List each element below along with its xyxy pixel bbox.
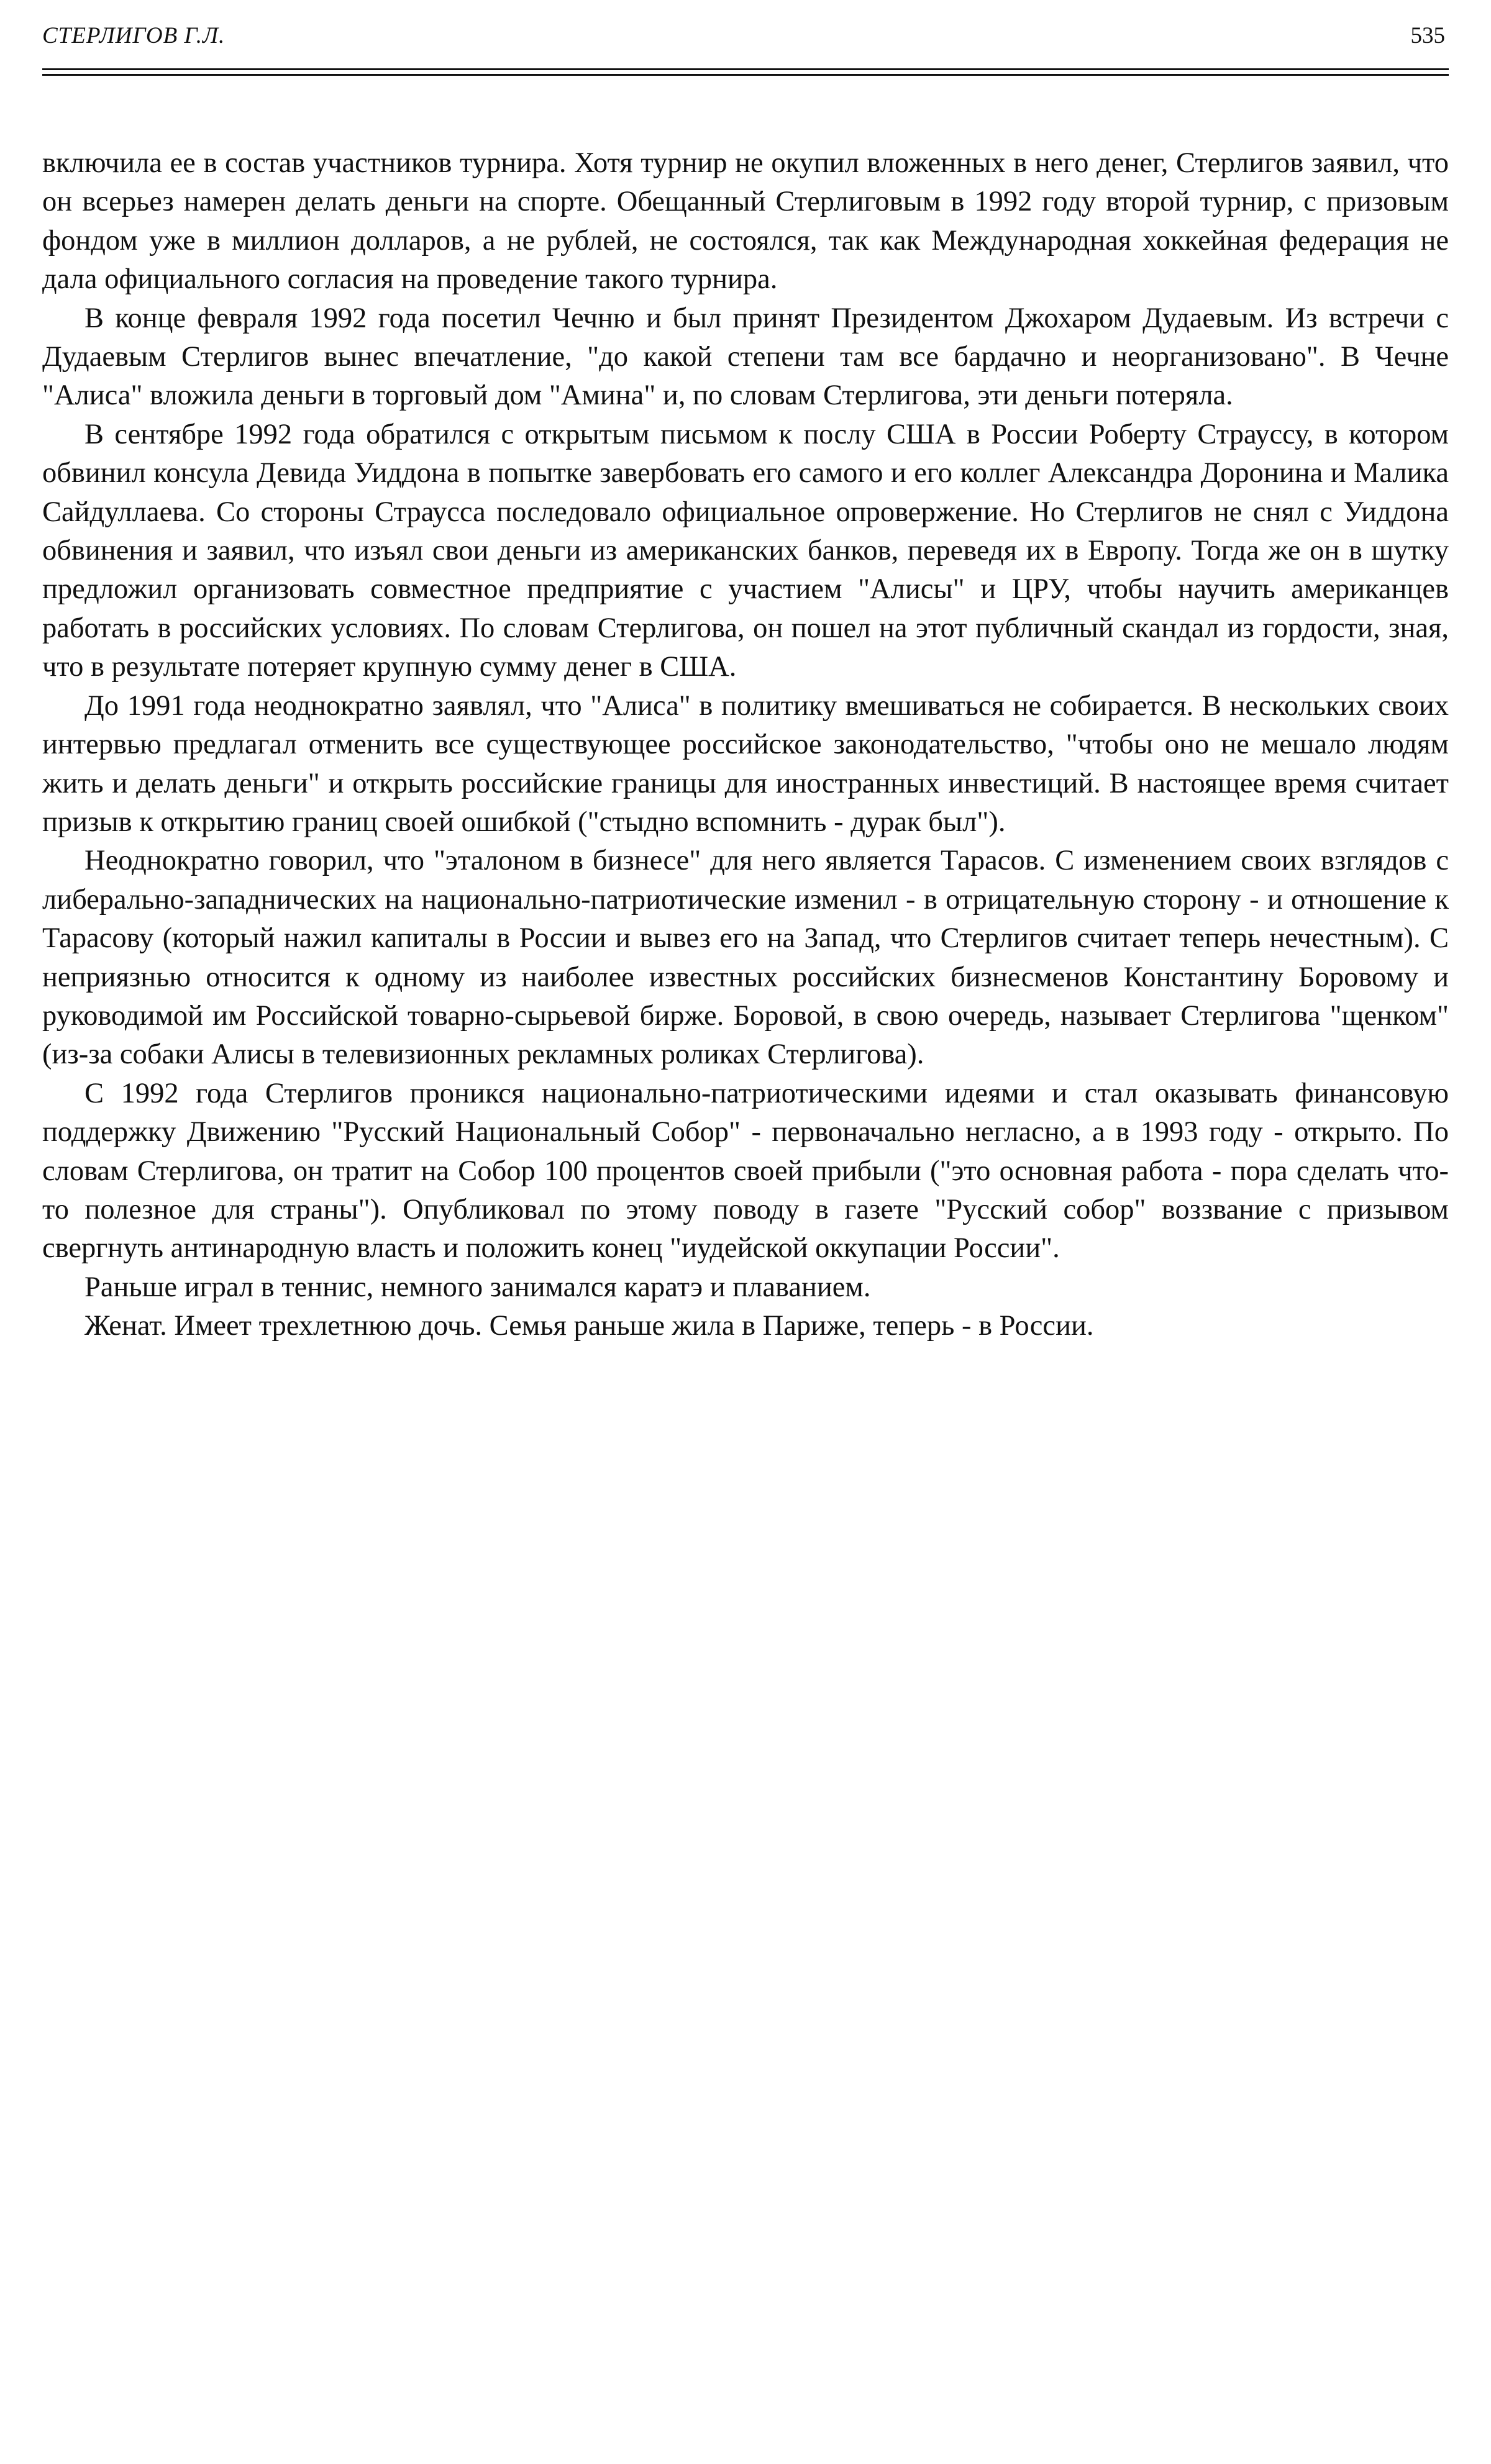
paragraph-tarasov: Неоднократно говорил, что "эталоном в бизнесе" для него является Тарасов. С изменением своих взглядов с либерально-западнических на национально-патриотические изменил - в отрицательную сторону - и отношение к Тарасову (который нажил капиталы в России и вывез его на Запад, что Стерлигов считает теперь нечестным). С неприязнью относится к одному из наиболее известных российских бизнесменов Константину Боровому и руководимой им Российской товарно-сырьевой бирже. Боровой, в свою очередь, называет Стерлигова "щенком" (из-за собаки Алисы в телевизионных рекламных роликах Стерлигова). [42, 845, 1449, 1071]
page-number: 535 [1410, 23, 1445, 48]
paragraph-usa-letter: В сентябре 1992 года обратился с открытым письмом к послу США в России Роберту Страуссу, в котором обвинил консула Девида Уиддона в попытке завербовать его самого и его коллег Александра Доронина и Малика Сайдуллаева. Со стороны Страусса последовало официальное опровержение. Но Стерлигов не снял с Уиддона обвинения и заявил, что изъял свои деньги из американских банков, переведя их в Европу. Тогда же он в шутку предложил организовать совместное предприятие с участием "Алисы" и ЦРУ, чтобы научить американцев работать в российских условиях. По словам Стерлигова, он пошел на этот публичный скандал из гордости, зная, что в результате потеряет крупную сумму денег в США. [42, 418, 1449, 683]
header-rule-bottom [42, 74, 1449, 76]
paragraph-national-patriotic: С 1992 года Стерлигов проникся национально-патриотическими идеями и стал оказывать финансовую поддержку Движению "Русский Национальный Собор" - первоначально негласно, а в 1993 году - открыто. По словам Стерлигова, он тратит на Собор 100 процентов своей прибыли ("это основная работа - пора сделать что-то полезное для страны"). Опубликовал по этому поводу в газете "Русский собор" воззвание с призывом свергнуть антинародную власть и положить конец "иудейской оккупации России". [42, 1077, 1449, 1265]
running-head: СТЕРЛИГОВ Г.Л. [42, 23, 226, 48]
paragraph-tournament: включила ее в состав участников турнира. Хотя турнир не окупил вложенных в него денег, Стерлигов заявил, что он всерьез намерен делать деньги на спорте. Обещанный Стерлиговым в 1992 году второй турнир, с призовым фондом уже в миллион долларов, а не рублей, не состоялся, так как Международная хоккейная федерация не дала официального согласия на проведение такого турнира. [42, 147, 1449, 296]
header-rule-top [42, 68, 1449, 70]
paragraph-chechnya: В конце февраля 1992 года посетил Чечню и был принят Президентом Джохаром Дудаевым. Из встречи с Дудаевым Стерлигов вынес впечатление, "до какой степени там все бардачно и неорганизовано". В Чечне "Алиса" вложила деньги в торговый дом "Амина" и, по словам Стерлигова, эти деньги потеряла. [42, 302, 1449, 412]
paragraph-politics: До 1991 года неоднократно заявлял, что "Алиса" в политику вмешиваться не собирается. В нескольких своих интервью предлагал отменить все существующее российское законодательство, "чтобы оно не мешало людям жить и делать деньги" и открыть российские границы для иностранных инвестиций. В настоящее время считает призыв к открытию границ своей ошибкой ("стыдно вспомнить - дурак был"). [42, 689, 1449, 838]
paragraph-family: Женат. Имеет трехлетнюю дочь. Семья раньше жила в Париже, теперь - в России. [84, 1310, 1094, 1342]
paragraph-hobbies: Раньше играл в теннис, немного занимался каратэ и плаванием. [84, 1271, 871, 1303]
article-body [42, 144, 1449, 1346]
